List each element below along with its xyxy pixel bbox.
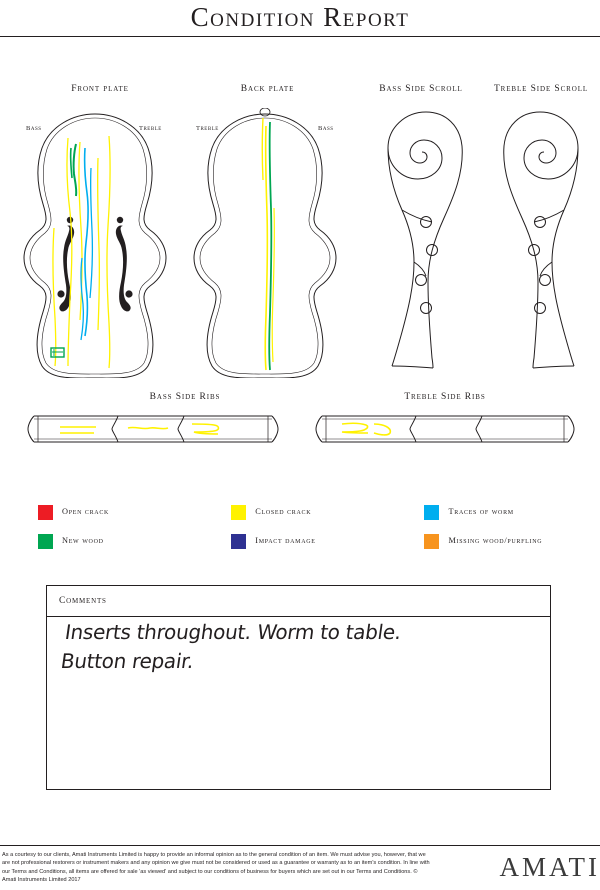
- comments-label: Comments: [59, 596, 107, 606]
- comments-box[interactable]: [46, 585, 551, 790]
- treble-side-scroll-diagram: [488, 100, 598, 370]
- swatch-closed-crack: [231, 505, 246, 520]
- front-plate-diagram: [10, 108, 180, 378]
- legend-label-traces-of-worm: Traces of worm: [448, 507, 514, 517]
- legend-item-traces-of-worm: [424, 505, 583, 520]
- caption-back-plate: Back plate: [240, 84, 295, 94]
- caption-treble-side-ribs: Treble Side Ribs: [404, 392, 486, 402]
- swatch-missing-wood: [424, 534, 439, 549]
- legend-row: [38, 534, 583, 549]
- legend-label-open-crack: Open crack: [62, 507, 110, 517]
- swatch-open-crack: [38, 505, 53, 520]
- legend-row: [38, 505, 583, 520]
- comments-handwritten-text: [59, 618, 537, 676]
- swatch-impact-damage: [231, 534, 246, 549]
- title-divider: [0, 36, 600, 37]
- label-front-treble: Treble: [139, 125, 162, 132]
- legend-item-closed-crack: [231, 505, 424, 520]
- caption-treble-side-scroll: Treble Side Scroll: [493, 84, 589, 94]
- swatch-new-wood: [38, 534, 53, 549]
- legend-label-closed-crack: Closed crack: [255, 507, 312, 517]
- comments-line-1: Inserts throughout. Worm to table.: [63, 620, 403, 644]
- legend-item-open-crack: [38, 505, 231, 520]
- footer-divider: [0, 845, 600, 846]
- legend-item-new-wood: [38, 534, 231, 549]
- caption-bass-side-ribs: Bass Side Ribs: [149, 392, 221, 402]
- footer-disclaimer: As a courtesy to our clients, Amati Instruments Limited is happy to provide an informal opinion as to the general condition of an item. We must advise you, however, that we are not professional restorers or instrument makers and any opinion we give must not be considered or used as a guarantee or warranty as to an item's condition. In line with our Terms and Conditions, all items are offered for sale 'as viewed' and subject to our conditions of business for buyers which are set out in our Terms and Conditions. © Amati Instruments Limited 2017: [2, 852, 430, 884]
- comments-line-2: Button repair.: [59, 649, 196, 673]
- legend: [38, 505, 583, 563]
- legend-item-missing-wood: [424, 534, 583, 549]
- back-plate-diagram: [180, 108, 350, 378]
- legend-label-impact-damage: Impact damage: [255, 536, 316, 546]
- legend-item-impact-damage: [231, 534, 424, 549]
- treble-side-ribs-diagram: [312, 406, 580, 451]
- legend-label-new-wood: New wood: [62, 536, 104, 546]
- brand-logo: AMATI: [499, 852, 600, 882]
- legend-label-missing-wood: Missing wood/purfling: [448, 536, 543, 546]
- comments-divider: [47, 616, 550, 617]
- label-back-bass: Bass: [318, 125, 334, 132]
- caption-bass-side-scroll: Bass Side Scroll: [379, 84, 463, 94]
- page-title: Condition Report: [190, 2, 410, 32]
- swatch-traces-of-worm: [424, 505, 439, 520]
- label-front-bass: Bass: [26, 125, 42, 132]
- bass-side-ribs-diagram: [24, 406, 284, 451]
- caption-front-plate: Front plate: [71, 84, 129, 94]
- bass-side-scroll-diagram: [368, 100, 478, 370]
- label-back-treble: Treble: [196, 125, 219, 132]
